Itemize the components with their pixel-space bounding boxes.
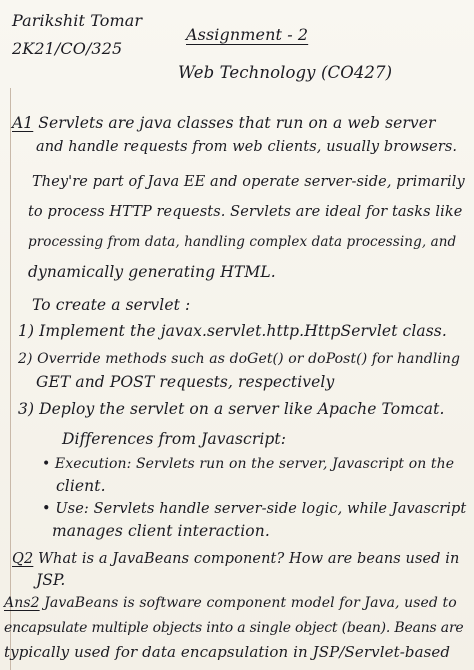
answer-2-text: JavaBeans is software component model for Java, used to [44,595,457,611]
difference-item: client. [56,477,106,495]
differences-heading: Differences from Javascript: [62,430,287,448]
answer-1-line [12,114,444,132]
question-2-text: What is a JavaBeans component? How are beans used in [38,551,460,567]
margin-line [10,88,11,670]
question-2-line: JSP. [36,571,66,589]
answer-2-line [4,594,457,612]
answer-1-marker: A1 [12,114,34,132]
question-2-marker: Q2 [12,551,34,567]
steps-heading: To create a servlet : [32,296,191,314]
answer-1-line: They're part of Java EE and operate server-side, primarily [32,174,465,190]
answer-1-line: dynamically generating HTML. [28,263,276,281]
roll-number: 2K21/CO/325 [12,39,123,58]
step-item: 3) Deploy the servlet on a server like Apache Tomcat. [18,400,445,418]
assignment-title: Assignment - 2 [186,25,309,44]
difference-item: • Execution: Servlets run on the server, Javascript on the [42,456,455,472]
step-item: GET and POST requests, respectively [36,373,335,391]
answer-2-line: typically used for data encapsulation in JSP/Servlet-based [4,643,451,661]
answer-1-text: Servlets are java classes that run on a web server [38,114,436,132]
answer-1-line: and handle requests from web clients, usually browsers. [36,139,458,155]
difference-item: • Use: Servlets handle server-side logic, while Javascript [42,501,467,517]
answer-2-line: encapsulate multiple objects into a single object (bean). Beans are [4,620,464,636]
subject-title: Web Technology (CO427) [178,63,393,82]
answer-1-line: to process HTTP requests. Servlets are ideal for tasks like [28,204,463,220]
answer-1-line: processing from data, handling complex data processing, and [28,234,457,250]
difference-item: manages client interaction. [52,522,270,540]
step-item: 2) Override methods such as doGet() or doPost() for handling [18,351,461,367]
student-name: Parikshit Tomar [12,11,143,30]
answer-2-marker: Ans2 [4,595,40,611]
step-item: 1) Implement the javax.servlet.http.HttpServlet class. [18,322,447,340]
question-2-line [12,550,459,568]
